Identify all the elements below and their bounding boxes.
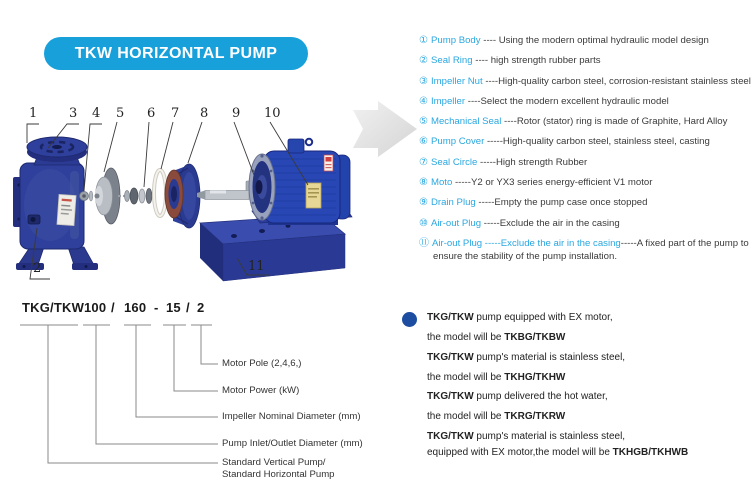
callout-8: 8: [200, 106, 209, 121]
circled-number: ②: [419, 55, 428, 67]
parts-list-item: [419, 75, 756, 88]
shaft-art: [197, 181, 256, 200]
part-desc: -----A fixed part of the pump to ensure the stability of the pump installation.: [433, 237, 749, 262]
circled-number: ⑥: [419, 136, 428, 148]
note-model: TKRG/TKRW: [504, 411, 566, 422]
callout-9: 9: [232, 106, 241, 121]
part-name: Pump Cover: [430, 136, 485, 148]
pump-label-sticker: [57, 194, 76, 225]
callout-3: 3: [69, 106, 78, 121]
parts-list-item: [419, 156, 756, 169]
mechanical-seal-art: [125, 188, 153, 204]
note-text: pump's material is stainless steel,: [473, 431, 626, 442]
note-text: pump equipped with EX motor,: [473, 312, 613, 323]
parts-list-item: [419, 196, 756, 209]
impeller-nut-art: [80, 191, 93, 201]
nameplate-art: [306, 183, 321, 208]
circled-number: ⑧: [419, 177, 428, 189]
model-code-s2: -: [154, 300, 159, 315]
title-banner: [44, 37, 308, 70]
callout-5: 5: [116, 106, 125, 121]
part-name: Impeller: [430, 95, 466, 107]
impeller-art: [95, 168, 121, 224]
circled-number: ①: [419, 35, 428, 46]
model-code-d4: 2: [197, 300, 205, 315]
callout-11: 11: [248, 259, 265, 274]
parts-list-item: [419, 54, 756, 67]
label-inlet-outlet-diameter: Pump Inlet/Outlet Diameter (mm): [222, 438, 363, 449]
note-model: TKBG/TKBW: [504, 332, 566, 343]
parts-list-item: [419, 217, 756, 230]
model-code-prefix: TKG/TKW: [22, 300, 85, 315]
part-name: Seal Ring: [430, 55, 473, 67]
page-title: TKW HORIZONTAL PUMP: [74, 44, 278, 62]
model-code-s1: /: [111, 300, 115, 315]
part-name: Seal Circle: [430, 156, 478, 168]
label-motor-pole: Motor Pole (2,4,6,): [222, 358, 302, 369]
part-name: Moto: [430, 177, 453, 189]
terminal-box-art: [288, 139, 304, 153]
note-bullet-icon: [402, 312, 417, 327]
note-lead: TKG/TKW: [427, 312, 474, 323]
part-name: Air-out Plug: [430, 217, 482, 229]
seal-circle-art: [154, 170, 166, 216]
circled-number: ⑪: [419, 237, 429, 249]
note-line: [427, 410, 565, 423]
callout-2: 2: [33, 261, 42, 276]
circled-number: ⑨: [419, 197, 428, 209]
parts-list-item: [419, 115, 756, 128]
parts-list-item: [419, 176, 756, 189]
circled-number: ⑤: [419, 116, 428, 128]
part-name: Drain Plug: [430, 197, 476, 209]
note-text: equipped with EX motor,the model will be: [427, 447, 613, 458]
right-arrow-icon: [353, 101, 417, 157]
part-desc: -----Y2 or YX3 series energy-efficient V1 motor: [452, 177, 653, 189]
parts-list-item: [419, 95, 756, 108]
part-desc: -----High-quality carbon steel, stainless steel, casting: [484, 136, 710, 148]
note-line: [427, 331, 565, 344]
note-lead: TKG/TKW: [427, 352, 474, 363]
callout-1: 1: [29, 106, 38, 121]
label-motor-power: Motor Power (kW): [222, 385, 300, 396]
motor-art: [264, 139, 350, 225]
pump-cover-art: [165, 164, 200, 228]
parts-list: [419, 34, 756, 270]
pump-body-art: [13, 137, 98, 270]
circled-number: ③: [419, 75, 428, 87]
model-code-d1: 100: [84, 300, 107, 315]
motor-flange-art: [249, 154, 275, 220]
label-standard-horizontal: Standard Horizontal Pump: [222, 469, 335, 480]
circled-number: ⑩: [419, 217, 428, 229]
note-lead: TKG/TKW: [427, 391, 474, 402]
model-code-lines: [0, 318, 250, 493]
part-desc: -----High strength Rubber: [477, 156, 588, 168]
circled-number: ⑦: [419, 156, 428, 168]
note-lead: TKG/TKW: [427, 431, 474, 442]
circled-number: ④: [419, 95, 428, 107]
part-name: Mechanical Seal: [430, 116, 502, 128]
part-desc: ----High-quality carbon steel, corrosion-resistant stainless steel: [482, 75, 751, 87]
parts-list-item: [419, 135, 756, 148]
parts-list-item: [419, 237, 756, 263]
note-line: [427, 351, 625, 364]
note-model: TKHG/TKHW: [504, 372, 566, 383]
pump-exploded-diagram: [0, 95, 420, 300]
note-model: TKHGB/TKHWB: [612, 447, 689, 458]
part-name: Air-out Plug -----Exclude the air in the casing: [432, 237, 621, 249]
label-standard-vertical: Standard Vertical Pump/: [222, 457, 326, 468]
parts-list-item: [419, 34, 756, 47]
part-name: Pump Body: [430, 35, 481, 46]
part-desc: ----Rotor (stator) ring is made of Graphite, Hard Alloy: [501, 116, 728, 128]
part-desc: -----Exclude the air in the casing: [481, 217, 620, 229]
note-text: the model will be: [427, 332, 505, 343]
note-line: [427, 390, 608, 403]
callout-7: 7: [171, 106, 180, 121]
part-desc: ---- Using the modern optimal hydraulic model design: [480, 35, 709, 46]
note-line: [427, 430, 625, 443]
model-code-s3: /: [186, 300, 190, 315]
part-name: Impeller Nut: [430, 75, 483, 87]
callout-10: 10: [264, 106, 281, 121]
note-text: pump delivered the hot water,: [473, 391, 608, 402]
note-line: [427, 311, 613, 324]
note-line: [427, 446, 688, 459]
label-impeller-diameter: Impeller Nominal Diameter (mm): [222, 411, 361, 422]
callout-6: 6: [147, 106, 156, 121]
lifting-eye-art: [306, 139, 312, 145]
callout-4: 4: [92, 106, 101, 121]
part-desc: ---- high strength rubber parts: [472, 55, 601, 67]
part-desc: ----Select the modern excellent hydraulic model: [465, 95, 669, 107]
note-text: pump's material is stainless steel,: [473, 352, 626, 363]
note-line: [427, 371, 565, 384]
note-text: the model will be: [427, 372, 505, 383]
model-code-d2: 160: [124, 300, 147, 315]
part-desc: -----Empty the pump case once stopped: [475, 197, 648, 209]
note-text: the model will be: [427, 411, 505, 422]
model-code-d3: 15: [166, 300, 181, 315]
